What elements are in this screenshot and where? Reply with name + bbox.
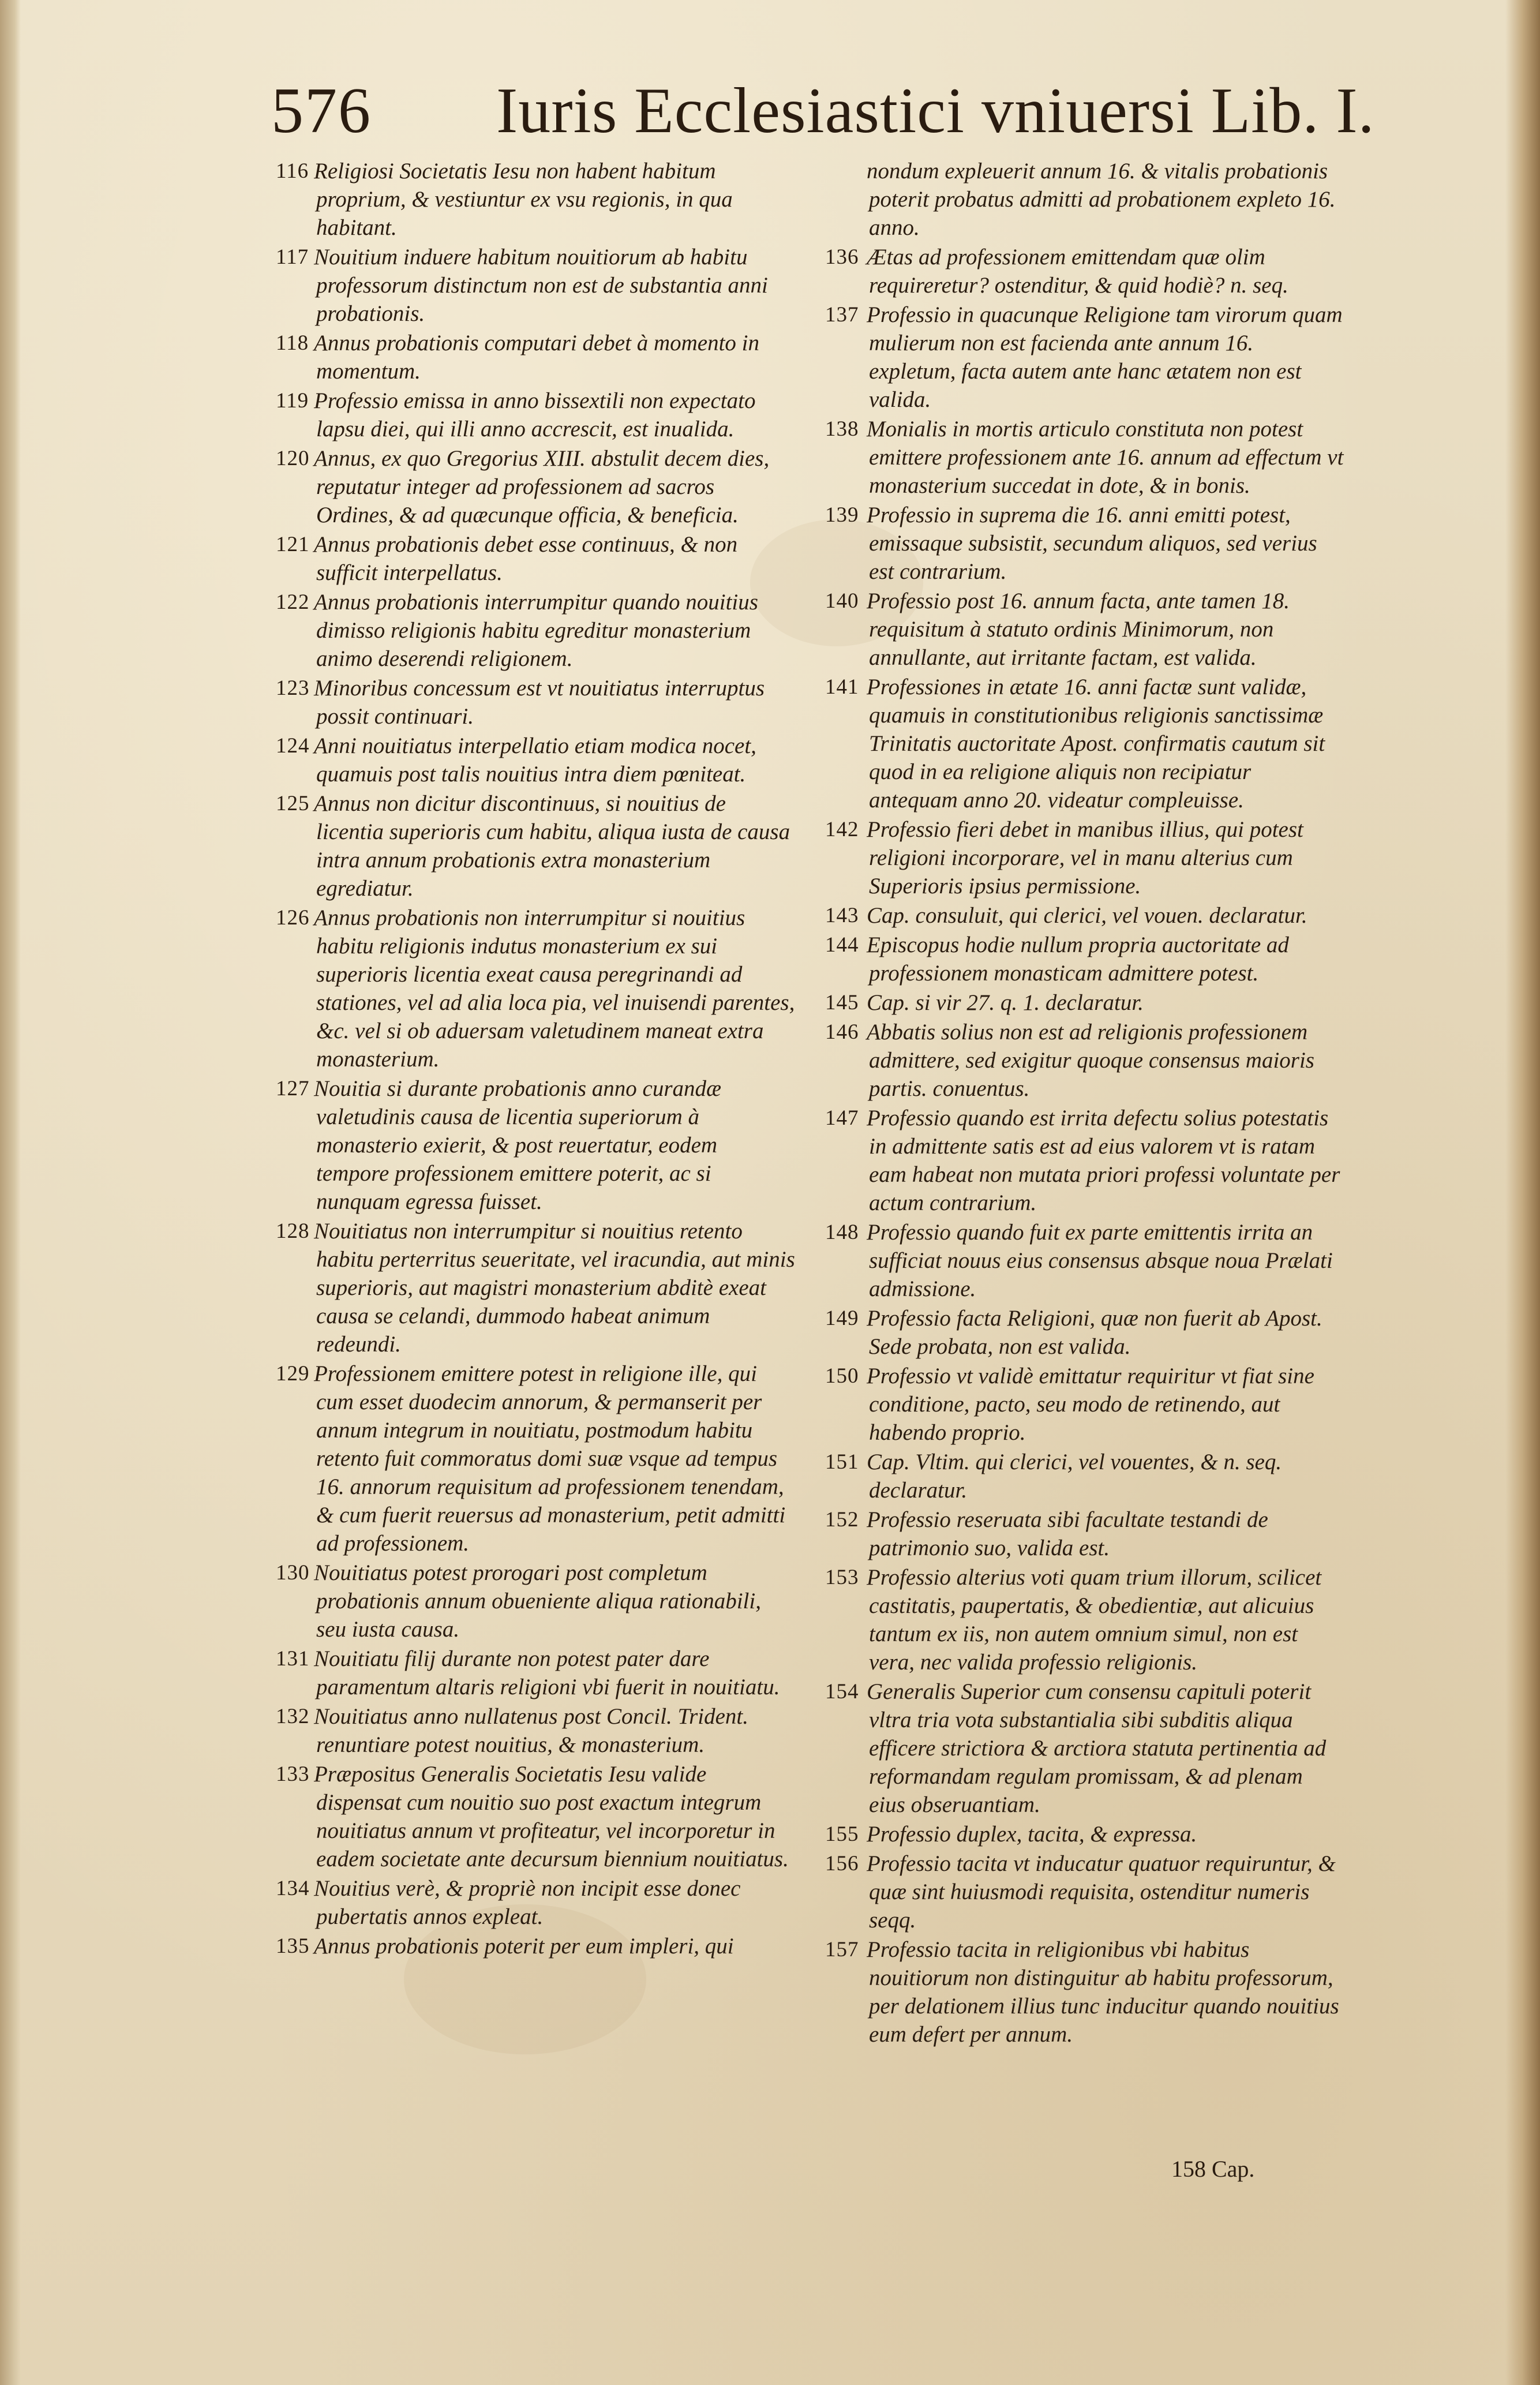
index-entry: [825, 1820, 1344, 1848]
entry-text: Professio quando fuit ex parte emittentis irrita an sufficiat nouus eius consensus absque noua Prælati admissione.: [867, 1220, 1333, 1301]
entry-number: 147: [825, 1106, 859, 1130]
index-entry: [276, 1760, 795, 1873]
entry-text: Episcopus hodie nullum propria auctoritate ad professionem monasticam admittere potest.: [867, 933, 1289, 986]
entry-number: 116: [276, 159, 309, 183]
page-number: 576: [271, 75, 372, 147]
index-entry: [276, 1360, 795, 1557]
index-entry: [825, 1448, 1344, 1504]
index-entry: [825, 1563, 1344, 1676]
right-column: [825, 157, 1344, 2050]
index-entry: [825, 989, 1344, 1017]
index-entry: [276, 1217, 795, 1358]
index-entry: [276, 1074, 795, 1216]
entry-number: 154: [825, 1680, 859, 1703]
index-entry: [276, 157, 795, 242]
entry-text: Præpositus Generalis Societatis Iesu valide dispensat cum nouitio suo post exactum integrum nouitiatus annum vt profiteatur, vel incorporetur in eadem societate ante decursum biennium nouitiatus.: [314, 1762, 789, 1871]
entry-number: 124: [276, 734, 310, 758]
index-entry: [276, 387, 795, 443]
entry-text: Professiones in ætate 16. anni factæ sunt validæ, quamuis in constitutionibus religionis sanctissimæ Trinitatis auctoritate Apost. confirmatis cautum sit quod in ea religione aliquis non recipiatur antequam anno 20. videatur compleuisse.: [867, 675, 1325, 813]
entry-text: Cap. Vltim. qui clerici, vel vouentes, & n. seq. declaratur.: [867, 1450, 1282, 1503]
running-title: Iuris Ecclesiastici vniuersi Lib. I.: [496, 75, 1375, 147]
entry-number: 139: [825, 503, 859, 527]
entry-number: 157: [825, 1938, 859, 1961]
entry-number: 153: [825, 1566, 859, 1589]
index-entry: [825, 501, 1344, 586]
entry-text: Professio in quacunque Religione tam virorum quam mulierum non est facienda ante annum 16. expletum, facta autem ante hanc ætatem non est valida.: [867, 302, 1343, 412]
entry-number: 152: [825, 1508, 859, 1532]
index-entry: [825, 157, 1344, 242]
entry-number: 136: [825, 245, 859, 269]
entry-text: Professio in suprema die 16. anni emitti potest, emissaque subsistit, secundum aliquos, sed verius est contrarium.: [867, 503, 1317, 584]
entry-text: Nouitius verè, & propriè non incipit esse donec pubertatis annos expleat.: [314, 1876, 741, 1929]
entry-text: Generalis Superior cum consensu capituli poterit vltra tria vota substantialia sibi subditis aliqua efficere strictiora & arctiora statuta pertinentia ad reformandam regulam promissam, & ad plenam eius obseruantiam.: [867, 1679, 1327, 1817]
entry-number: 119: [276, 389, 309, 413]
entry-number: 134: [276, 1877, 310, 1900]
index-entry: [825, 1849, 1344, 1934]
index-entry: [276, 243, 795, 328]
index-entry: [825, 1362, 1344, 1447]
entry-number: 155: [825, 1822, 859, 1846]
entry-text: Professio alterius voti quam trium illorum, scilicet castitatis, paupertatis, & obedientiæ, aut alicuius tantum ex iis, non autem omnium simul, non est vera, nec valida professio religionis.: [867, 1565, 1322, 1675]
page-header: [271, 68, 1375, 160]
entry-number: 130: [276, 1561, 310, 1585]
entry-number: 146: [825, 1020, 859, 1044]
entry-text: Professio quando est irrita defectu solius potestatis in admittente satis est ad eius valorem vt is ratam eam habeat non mutata priori professi voluntate per actum contrarium.: [867, 1106, 1340, 1215]
index-entry: [825, 1104, 1344, 1217]
entry-number: 121: [276, 533, 310, 556]
entry-number: 142: [825, 818, 859, 841]
entry-text: nondum expleuerit annum 16. & vitalis probationis poterit probatus admitti ad probationem expleto 16. anno.: [867, 159, 1336, 240]
entry-number: 138: [825, 417, 859, 441]
index-entry: [825, 243, 1344, 299]
entry-text: Professio tacita in religionibus vbi habitus nouitiorum non distinguitur ab habitu professorum, per delationem illius tunc inducitur quando nouitius eum defert per annum.: [867, 1937, 1339, 2047]
index-entry: [825, 931, 1344, 987]
entry-text: Nouitia si durante probationis anno curandæ valetudinis causa de licentia superiorum à monasterio exierit, & post reuertatur, eodem tempore professionem emittere poterit, ac si nunquam egressa fuisset.: [314, 1076, 722, 1214]
index-entry: [825, 815, 1344, 900]
entry-text: Monialis in mortis articulo constituta non potest emittere professionem ante 16. annum ad effectum vt monasterium succedat in dote, & in bonis.: [867, 417, 1344, 498]
entry-number: 128: [276, 1219, 310, 1243]
entry-number: 140: [825, 589, 859, 613]
entry-text: Professio post 16. annum facta, ante tamen 18. requisitum à statuto ordinis Minimorum, non annullante, aut irritante factam, est valida.: [867, 589, 1290, 670]
index-entry: [276, 588, 795, 673]
entry-number: 143: [825, 904, 859, 927]
entry-number: 149: [825, 1306, 859, 1330]
entry-number: 127: [276, 1077, 310, 1100]
index-entry: [276, 732, 795, 788]
entry-text: Ætas ad professionem emittendam quæ olim requireretur? ostenditur, & quid hodiè? n. seq.: [867, 245, 1288, 298]
catchword: 158 Cap.: [1171, 2156, 1255, 2182]
entry-number: 131: [276, 1647, 310, 1671]
entry-number: 118: [276, 331, 309, 355]
index-entry: [825, 901, 1344, 930]
entry-text: Annus, ex quo Gregorius XIII. abstulit decem dies, reputatur integer ad professionem ad sacros Ordines, & ad quæcunque officia, & beneficia.: [314, 446, 770, 527]
entry-text: Professio facta Religioni, quæ non fuerit ab Apost. Sede probata, non est valida.: [867, 1306, 1322, 1359]
entry-number: 129: [276, 1362, 310, 1386]
entry-text: Cap. si vir 27. q. 1. declaratur.: [867, 990, 1144, 1015]
entry-text: Religiosi Societatis Iesu non habent habitum proprium, & vestiuntur ex vsu regionis, in qua habitant.: [314, 159, 733, 240]
entry-text: Nouitium induere habitum nouitiorum ab habitu professorum distinctum non est de substantia anni probationis.: [314, 245, 768, 326]
entry-number: 148: [825, 1220, 859, 1244]
entry-text: Nouitiatus non interrumpitur si nouitius retento habitu perterritus seueritate, vel iracundia, aut minis superioris, aut magistri monasterium abditè exeat causa se celandi, dummodo habeat animum redeundi.: [314, 1219, 795, 1357]
entry-number: 156: [825, 1852, 859, 1875]
index-entry: [825, 415, 1344, 500]
left-column: [276, 157, 795, 1961]
index-entry: [825, 1218, 1344, 1303]
entry-text: Professio fieri debet in manibus illius, qui potest religioni incorporare, vel in manu alterius cum Superioris ipsius permissione.: [867, 817, 1303, 898]
index-entry: [276, 1559, 795, 1643]
entry-number: 141: [825, 675, 859, 699]
entry-text: Nouitiatus anno nullatenus post Concil. Trident. renuntiare potest nouitius, & monasterium.: [314, 1704, 748, 1757]
index-entry: [825, 673, 1344, 814]
index-entry: [825, 587, 1344, 672]
index-entry: [276, 444, 795, 529]
entry-number: 122: [276, 590, 310, 614]
index-entry: [276, 674, 795, 731]
index-entry: [276, 530, 795, 587]
index-entry: [276, 904, 795, 1073]
page-edge-right: [1505, 0, 1540, 2385]
entry-number: 125: [276, 792, 310, 815]
entry-text: Professio duplex, tacita, & expressa.: [867, 1822, 1197, 1847]
entry-text: Anni nouitiatus interpellatio etiam modica nocet, quamuis post talis nouitius intra diem pœniteat.: [314, 733, 756, 787]
entry-text: Annus probationis debet esse continuus, & non sufficit interpellatus.: [314, 532, 738, 585]
entry-number: 133: [276, 1762, 310, 1786]
entry-text: Professio emissa in anno bissextili non expectato lapsu diei, qui illi anno accrescit, est inualida.: [314, 388, 756, 441]
page-edge-left: [0, 0, 21, 2385]
entry-text: Professionem emittere potest in religione ille, qui cum esset duodecim annorum, & permanserit per annum integrum in nouitiatu, postmodum habitu retento fuit commoratus domi suæ vsque ad tempus 16. annorum requisitum ad professionem tenendam, & cum fuerit reuersus ad monasterium, petit admitti ad professionem.: [314, 1361, 786, 1556]
entry-number: 150: [825, 1364, 859, 1388]
entry-number: 126: [276, 906, 310, 930]
entry-text: Minoribus concessum est vt nouitiatus interruptus possit continuari.: [314, 676, 765, 729]
entry-number: 151: [825, 1450, 859, 1474]
entry-text: Professio vt validè emittatur requiritur vt fiat sine conditione, pacto, seu modo de retinendo, aut habendo proprio.: [867, 1364, 1314, 1445]
entry-text: Abbatis solius non est ad religionis professionem admittere, sed exigitur quoque consensus maioris partis. conuentus.: [867, 1020, 1314, 1101]
entry-number: 120: [276, 447, 310, 470]
entry-text: Professio tacita vt inducatur quatuor requiruntur, & quæ sint huiusmodi requisita, ostenditur numeris seqq.: [867, 1851, 1336, 1933]
index-entry: [276, 1702, 795, 1759]
index-entry: [276, 329, 795, 385]
entry-text: Annus probationis non interrumpitur si nouitius habitu religionis indutus monasterium ex sui superioris licentia exeat causa peregrinandi ad stationes, vel ad alia loca pia, vel inuisendi parentes, &c. vel si ob aduersam valetudinem maneat extra monasterium.: [314, 905, 795, 1072]
index-entry: [276, 789, 795, 903]
index-entry: [825, 1304, 1344, 1361]
index-entry: [276, 1932, 795, 1960]
entry-text: Cap. consuluit, qui clerici, vel vouen. declaratur.: [867, 903, 1307, 928]
entry-number: 137: [825, 303, 859, 327]
entry-number: 135: [276, 1934, 310, 1958]
index-entry: [825, 1506, 1344, 1562]
entry-text: Annus probationis interrumpitur quando nouitius dimisso religionis habitu egreditur monasterium animo deserendi religionem.: [314, 590, 758, 671]
index-entry: [825, 1678, 1344, 1819]
entry-text: Annus non dicitur discontinuus, si nouitius de licentia superioris cum habitu, aliqua iusta de causa intra annum probationis extra monasterium egrediatur.: [314, 791, 790, 901]
entry-number: 132: [276, 1705, 310, 1728]
entry-text: Professio reseruata sibi facultate testandi de patrimonio suo, valida est.: [867, 1507, 1268, 1560]
index-entry: [276, 1645, 795, 1701]
entry-number: 145: [825, 991, 859, 1014]
index-entry: [276, 1874, 795, 1931]
index-entry: [825, 1935, 1344, 2049]
entry-number: 117: [276, 245, 309, 269]
entry-number: 144: [825, 933, 859, 957]
entry-text: Nouitiatu filij durante non potest pater dare paramentum altaris religioni vbi fuerit in nouitiatu.: [314, 1646, 780, 1699]
index-entry: [825, 1018, 1344, 1103]
entry-number: 123: [276, 676, 310, 700]
entry-text: Annus probationis poterit per eum impleri, qui: [314, 1934, 734, 1959]
entry-text: Nouitiatus potest prorogari post completum probationis annum obueniente aliqua rationabili, seu iusta causa.: [314, 1560, 761, 1642]
entry-text: Annus probationis computari debet à momento in momentum.: [314, 331, 760, 384]
index-entry: [825, 301, 1344, 414]
